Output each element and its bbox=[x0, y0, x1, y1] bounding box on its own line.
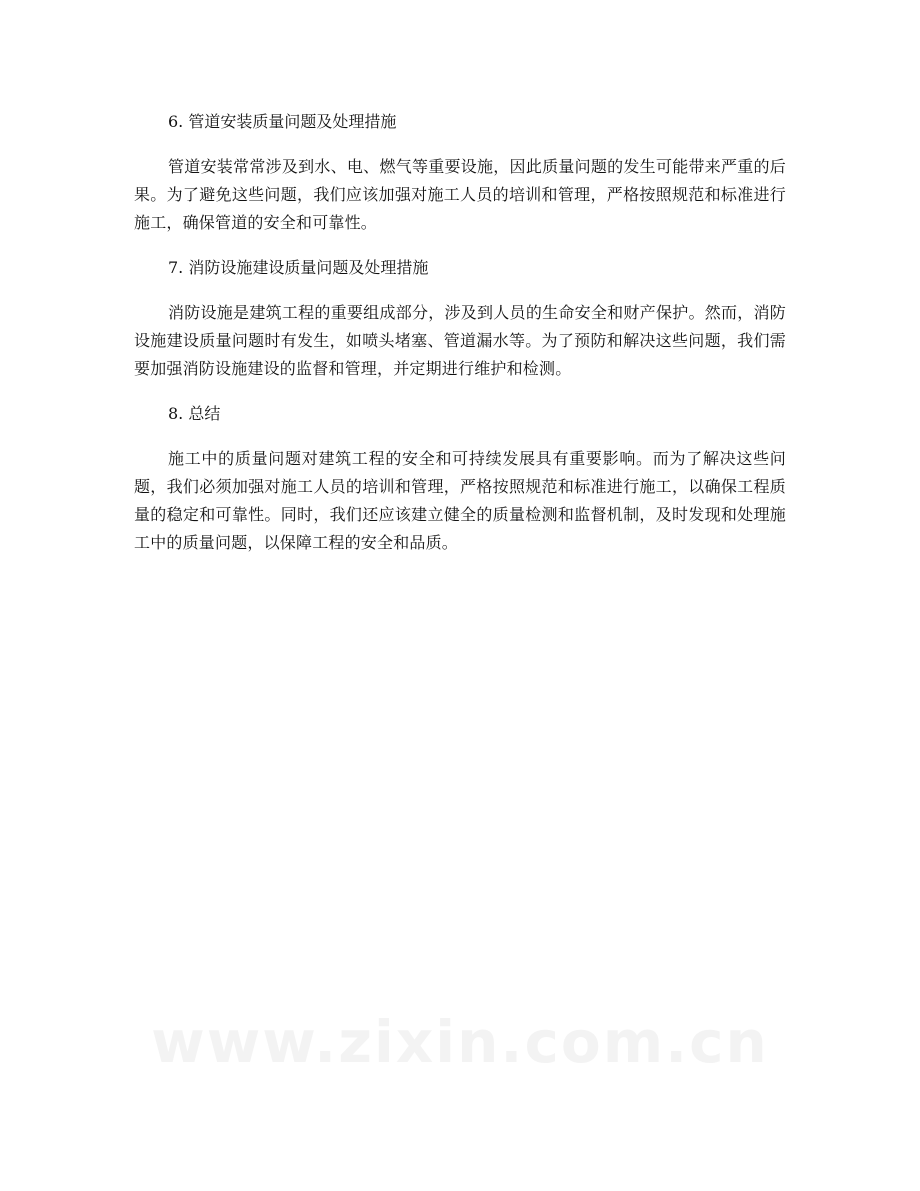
section-pipe-installation bbox=[134, 108, 786, 237]
section-heading: 8. 总结 bbox=[168, 404, 221, 423]
section-paragraph: 管道安装常常涉及到水、电、燃气等重要设施，因此质量问题的发生可能带来严重的后果。为了避免这些问题，我们应该加强对施工人员的培训和管理，严格按照规范和标准进行施工，确保管道的安全和可靠性。 bbox=[134, 157, 786, 232]
section-summary bbox=[134, 400, 786, 557]
section-paragraph: 施工中的质量问题对建筑工程的安全和可持续发展具有重要影响。而为了解决这些问题，我们必须加强对施工人员的培训和管理，严格按照规范和标准进行施工，以确保工程质量的稳定和可靠性。同时，我们还应该建立健全的质量检测和监督机制，及时发现和处理施工中的质量问题，以保障工程的安全和品质。 bbox=[134, 449, 786, 552]
section-paragraph: 消防设施是建筑工程的重要组成部分，涉及到人员的生命安全和财产保护。然而，消防设施建设质量问题时有发生，如喷头堵塞、管道漏水等。为了预防和解决这些问题，我们需要加强消防设施建设的监督和管理，并定期进行维护和检测。 bbox=[134, 303, 786, 378]
document-content bbox=[134, 108, 786, 574]
section-heading: 6. 管道安装质量问题及处理措施 bbox=[168, 112, 397, 131]
section-heading: 7. 消防设施建设质量问题及处理措施 bbox=[168, 258, 429, 277]
section-fire-facilities bbox=[134, 254, 786, 383]
watermark: www.zixin.com.cn bbox=[151, 1008, 769, 1076]
